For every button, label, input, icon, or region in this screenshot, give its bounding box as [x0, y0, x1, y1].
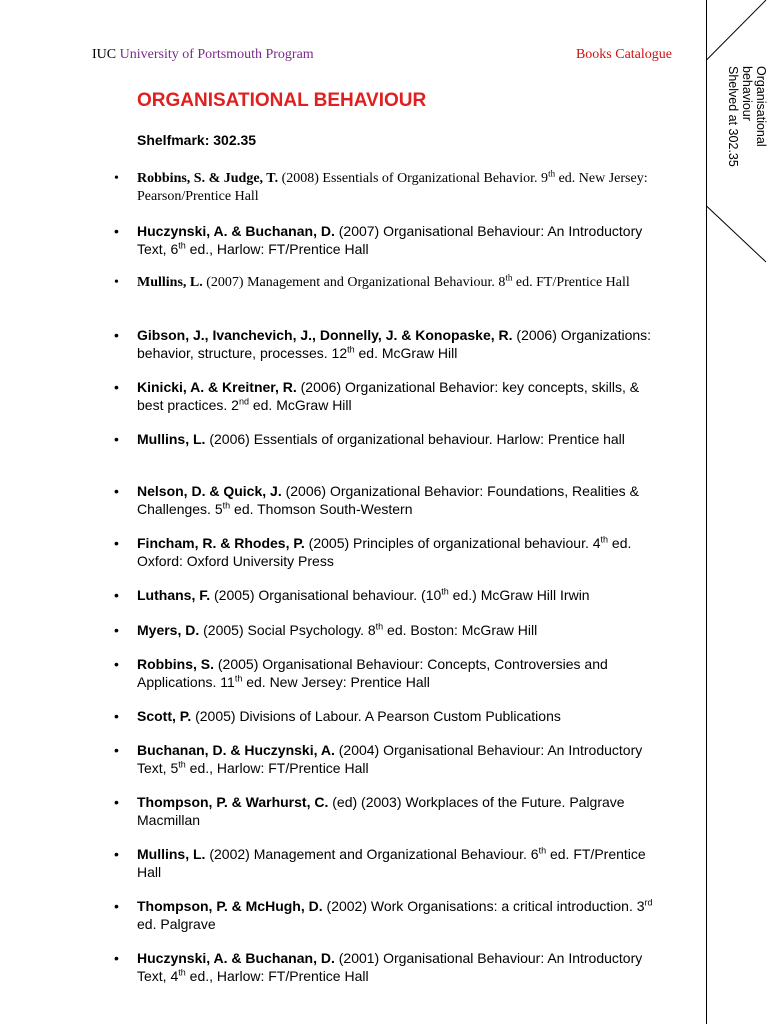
bullet-icon: •	[114, 656, 119, 672]
edition-suffix: th	[178, 967, 186, 978]
book-details: (2005) Principles of organizational behaviour. 4	[304, 535, 601, 551]
book-publisher: ed. FT/Prentice Hall	[512, 275, 630, 290]
book-publisher: ed. New Jersey: Prentice Hall	[242, 674, 430, 690]
shelf-tab	[706, 0, 768, 1024]
book-citation	[137, 170, 657, 206]
book-details: (2005) Divisions of Labour. A Pearson Custom Publications	[191, 708, 561, 724]
book-details: (2005) Social Psychology. 8	[199, 622, 376, 638]
book-details: (2005) Organisational Behaviour: Concepts, Controversies and Applications. 11	[137, 656, 608, 690]
book-publisher: ed. McGraw Hill	[248, 397, 352, 413]
bullet-icon: •	[114, 950, 119, 966]
edition-suffix: th	[505, 272, 513, 283]
bullet-icon: •	[114, 708, 119, 724]
book-citation	[137, 707, 657, 725]
book-citation	[137, 430, 657, 448]
book-citation	[137, 741, 657, 777]
book-details: (2001) Organisational Behaviour: An Introductory Text, 4	[137, 950, 643, 984]
tab-line-1: Organisational	[754, 66, 768, 147]
page-title: ORGANISATIONAL BEHAVIOUR	[137, 90, 427, 111]
edition-suffix: th	[600, 534, 609, 545]
book-details: (2007) Management and Organizational Behaviour. 8	[202, 275, 506, 290]
book-details: (2006) Organizational Behavior: key concepts, skills, & best practices. 2	[137, 379, 640, 413]
book-author: Huczynski, A. & Buchanan, D.	[137, 223, 335, 239]
book-author: Kinicki, A. & Kreitner, R.	[137, 379, 297, 395]
book-citation	[137, 378, 657, 414]
book-citation	[137, 655, 657, 691]
book-author: Buchanan, D. & Huczynski, A.	[137, 742, 335, 758]
bullet-icon: •	[114, 223, 119, 239]
book-author: Thompson, P. & McHugh, D.	[137, 898, 323, 914]
book-citation	[137, 222, 657, 258]
header-program-name: University of Portsmouth Program	[119, 47, 314, 62]
book-details: (2006) Organizations: behavior, structure, processes. 12	[137, 327, 652, 361]
book-author: Myers, D.	[137, 622, 200, 638]
book-details: (2007) Organisational Behaviour: An Introductory Text, 6	[137, 223, 643, 257]
book-publisher: ed. Oxford: Oxford University Press	[137, 535, 632, 569]
bullet-icon: •	[114, 587, 119, 603]
edition-suffix: th	[441, 586, 449, 597]
tab-line-3: Shelved at 302.35	[726, 66, 740, 167]
book-publisher: ed. Palgrave	[137, 916, 216, 932]
bullet-icon: •	[114, 622, 119, 638]
book-citation	[137, 897, 657, 933]
book-author: Nelson, D. & Quick, J.	[137, 483, 282, 499]
book-author: Mullins, L.	[137, 846, 206, 862]
header-org: IUC	[92, 47, 117, 62]
book-details: (2006) Essentials of organizational behaviour. Harlow: Prentice hall	[205, 431, 625, 447]
edition-suffix: th	[538, 845, 547, 856]
book-details: (2008) Essentials of Organizational Behavior. 9	[278, 171, 549, 186]
edition-suffix: th	[548, 168, 556, 179]
edition-suffix: th	[347, 344, 355, 355]
edition-suffix: th	[222, 500, 231, 511]
edition-suffix: rd	[644, 897, 653, 908]
book-publisher: ed., Harlow: FT/Prentice Hall	[185, 241, 369, 257]
book-author: Thompson, P. & Warhurst, C.	[137, 794, 329, 810]
book-details: (2002) Work Organisations: a critical introduction. 3	[322, 898, 645, 914]
book-author: Robbins, S. & Judge, T.	[137, 171, 279, 186]
book-publisher: ed. McGraw Hill	[354, 345, 458, 361]
edition-suffix: th	[234, 673, 243, 684]
book-citation	[137, 482, 657, 518]
book-publisher: ed. New Jersey: Pearson/Prentice Hall	[137, 171, 648, 204]
book-author: Luthans, F.	[137, 587, 211, 603]
bullet-icon: •	[114, 171, 119, 186]
book-details: (2004) Organisational Behaviour: An Introductory Text, 5	[137, 742, 643, 776]
edition-suffix: th	[375, 621, 384, 632]
bullet-icon: •	[114, 483, 119, 499]
shelf-tab-text	[714, 66, 768, 216]
edition-suffix: th	[178, 240, 186, 251]
bullet-icon: •	[114, 379, 119, 395]
book-author: Mullins, L.	[137, 431, 206, 447]
book-citation	[137, 326, 657, 362]
book-author: Scott, P.	[137, 708, 192, 724]
book-citation	[137, 586, 657, 604]
book-author: Mullins, L.	[137, 275, 203, 290]
book-citation	[137, 534, 657, 570]
book-details: (2002) Management and Organizational Behaviour. 6	[205, 846, 539, 862]
bullet-icon: •	[114, 846, 119, 862]
book-publisher: ed., Harlow: FT/Prentice Hall	[185, 760, 369, 776]
bullet-icon: •	[114, 535, 119, 551]
book-citation	[137, 274, 657, 292]
book-author: Robbins, S.	[137, 656, 214, 672]
bullet-icon: •	[114, 794, 119, 810]
header-catalogue: Books Catalogue	[575, 47, 672, 62]
tab-line-2: behaviour	[740, 66, 754, 121]
book-author: Huczynski, A. & Buchanan, D.	[137, 950, 335, 966]
book-citation	[137, 949, 657, 985]
edition-suffix: th	[178, 759, 186, 770]
bullet-icon: •	[114, 327, 119, 343]
book-publisher: ed. Thomson South-Western	[230, 501, 413, 517]
book-details: (2005) Organisational behaviour. (10	[210, 587, 442, 603]
book-author: Fincham, R. & Rhodes, P.	[137, 535, 305, 551]
book-citation	[137, 793, 657, 829]
bullet-icon: •	[114, 275, 119, 290]
bullet-icon: •	[114, 898, 119, 914]
bullet-icon: •	[114, 742, 119, 758]
book-citation	[137, 845, 657, 881]
book-details: (2006) Organizational Behavior: Foundations, Realities & Challenges. 5	[137, 483, 639, 517]
book-author: Gibson, J., Ivanchevich, J., Donnelly, J. & Konopaske, R.	[137, 327, 513, 343]
edition-suffix: nd	[238, 396, 249, 407]
book-publisher: ed. FT/Prentice Hall	[137, 846, 646, 880]
book-publisher: ed., Harlow: FT/Prentice Hall	[185, 968, 369, 984]
book-citation	[137, 621, 657, 639]
book-details: (ed) (2003) Workplaces of the Future. Palgrave Macmillan	[137, 794, 625, 828]
book-publisher: ed.) McGraw Hill Irwin	[448, 587, 590, 603]
shelfmark: Shelfmark: 302.35	[137, 132, 257, 148]
bullet-icon: •	[114, 431, 119, 447]
book-publisher: ed. Boston: McGraw Hill	[383, 622, 538, 638]
